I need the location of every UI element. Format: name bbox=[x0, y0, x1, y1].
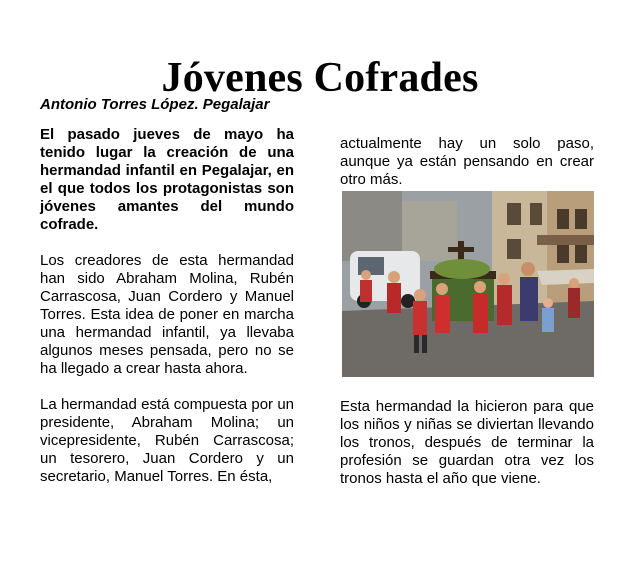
article-author: Antonio Torres López. Pegalajar bbox=[40, 96, 270, 113]
body-paragraph-3: Esta hermandad la hicieron para que los niños y niñas se diviertan llevando los tronos, después de terminar la profesión se guardan otra vez los tronos hasta el año que viene. bbox=[340, 398, 594, 487]
right-column-bottom bbox=[340, 398, 594, 488]
procession-photo bbox=[342, 191, 594, 377]
lead-paragraph: El pasado jueves de mayo ha tenido lugar la creación de una hermandad infantil en Pegalajar, en el que todos los protagonistas son jóvenes amantes del mundo cofrade. bbox=[40, 126, 294, 233]
article-title: Jóvenes Cofrades bbox=[161, 55, 479, 102]
body-paragraph-2: La hermandad está compuesta por un presidente, Abraham Molina; un vicepresidente, Rubén Carrascosa; un tesorero, Juan Cordero y un secretario, Manuel Torres. En ésta, bbox=[40, 396, 294, 485]
right-column-top bbox=[340, 135, 594, 189]
left-column bbox=[40, 126, 294, 486]
body-paragraph-2-continued: actualmente hay un solo paso, aunque ya están pensando en crear otro más. bbox=[340, 135, 594, 188]
body-paragraph-1: Los creadores de esta hermandad han sido Abraham Molina, Rubén Carrascosa, Juan Cordero y Manuel Torres. Esta idea de poner en marcha una hermandad infantil, ya llevaba algunos meses pensada, pero no se ha llegado a crear hasta ahora. bbox=[40, 252, 294, 377]
